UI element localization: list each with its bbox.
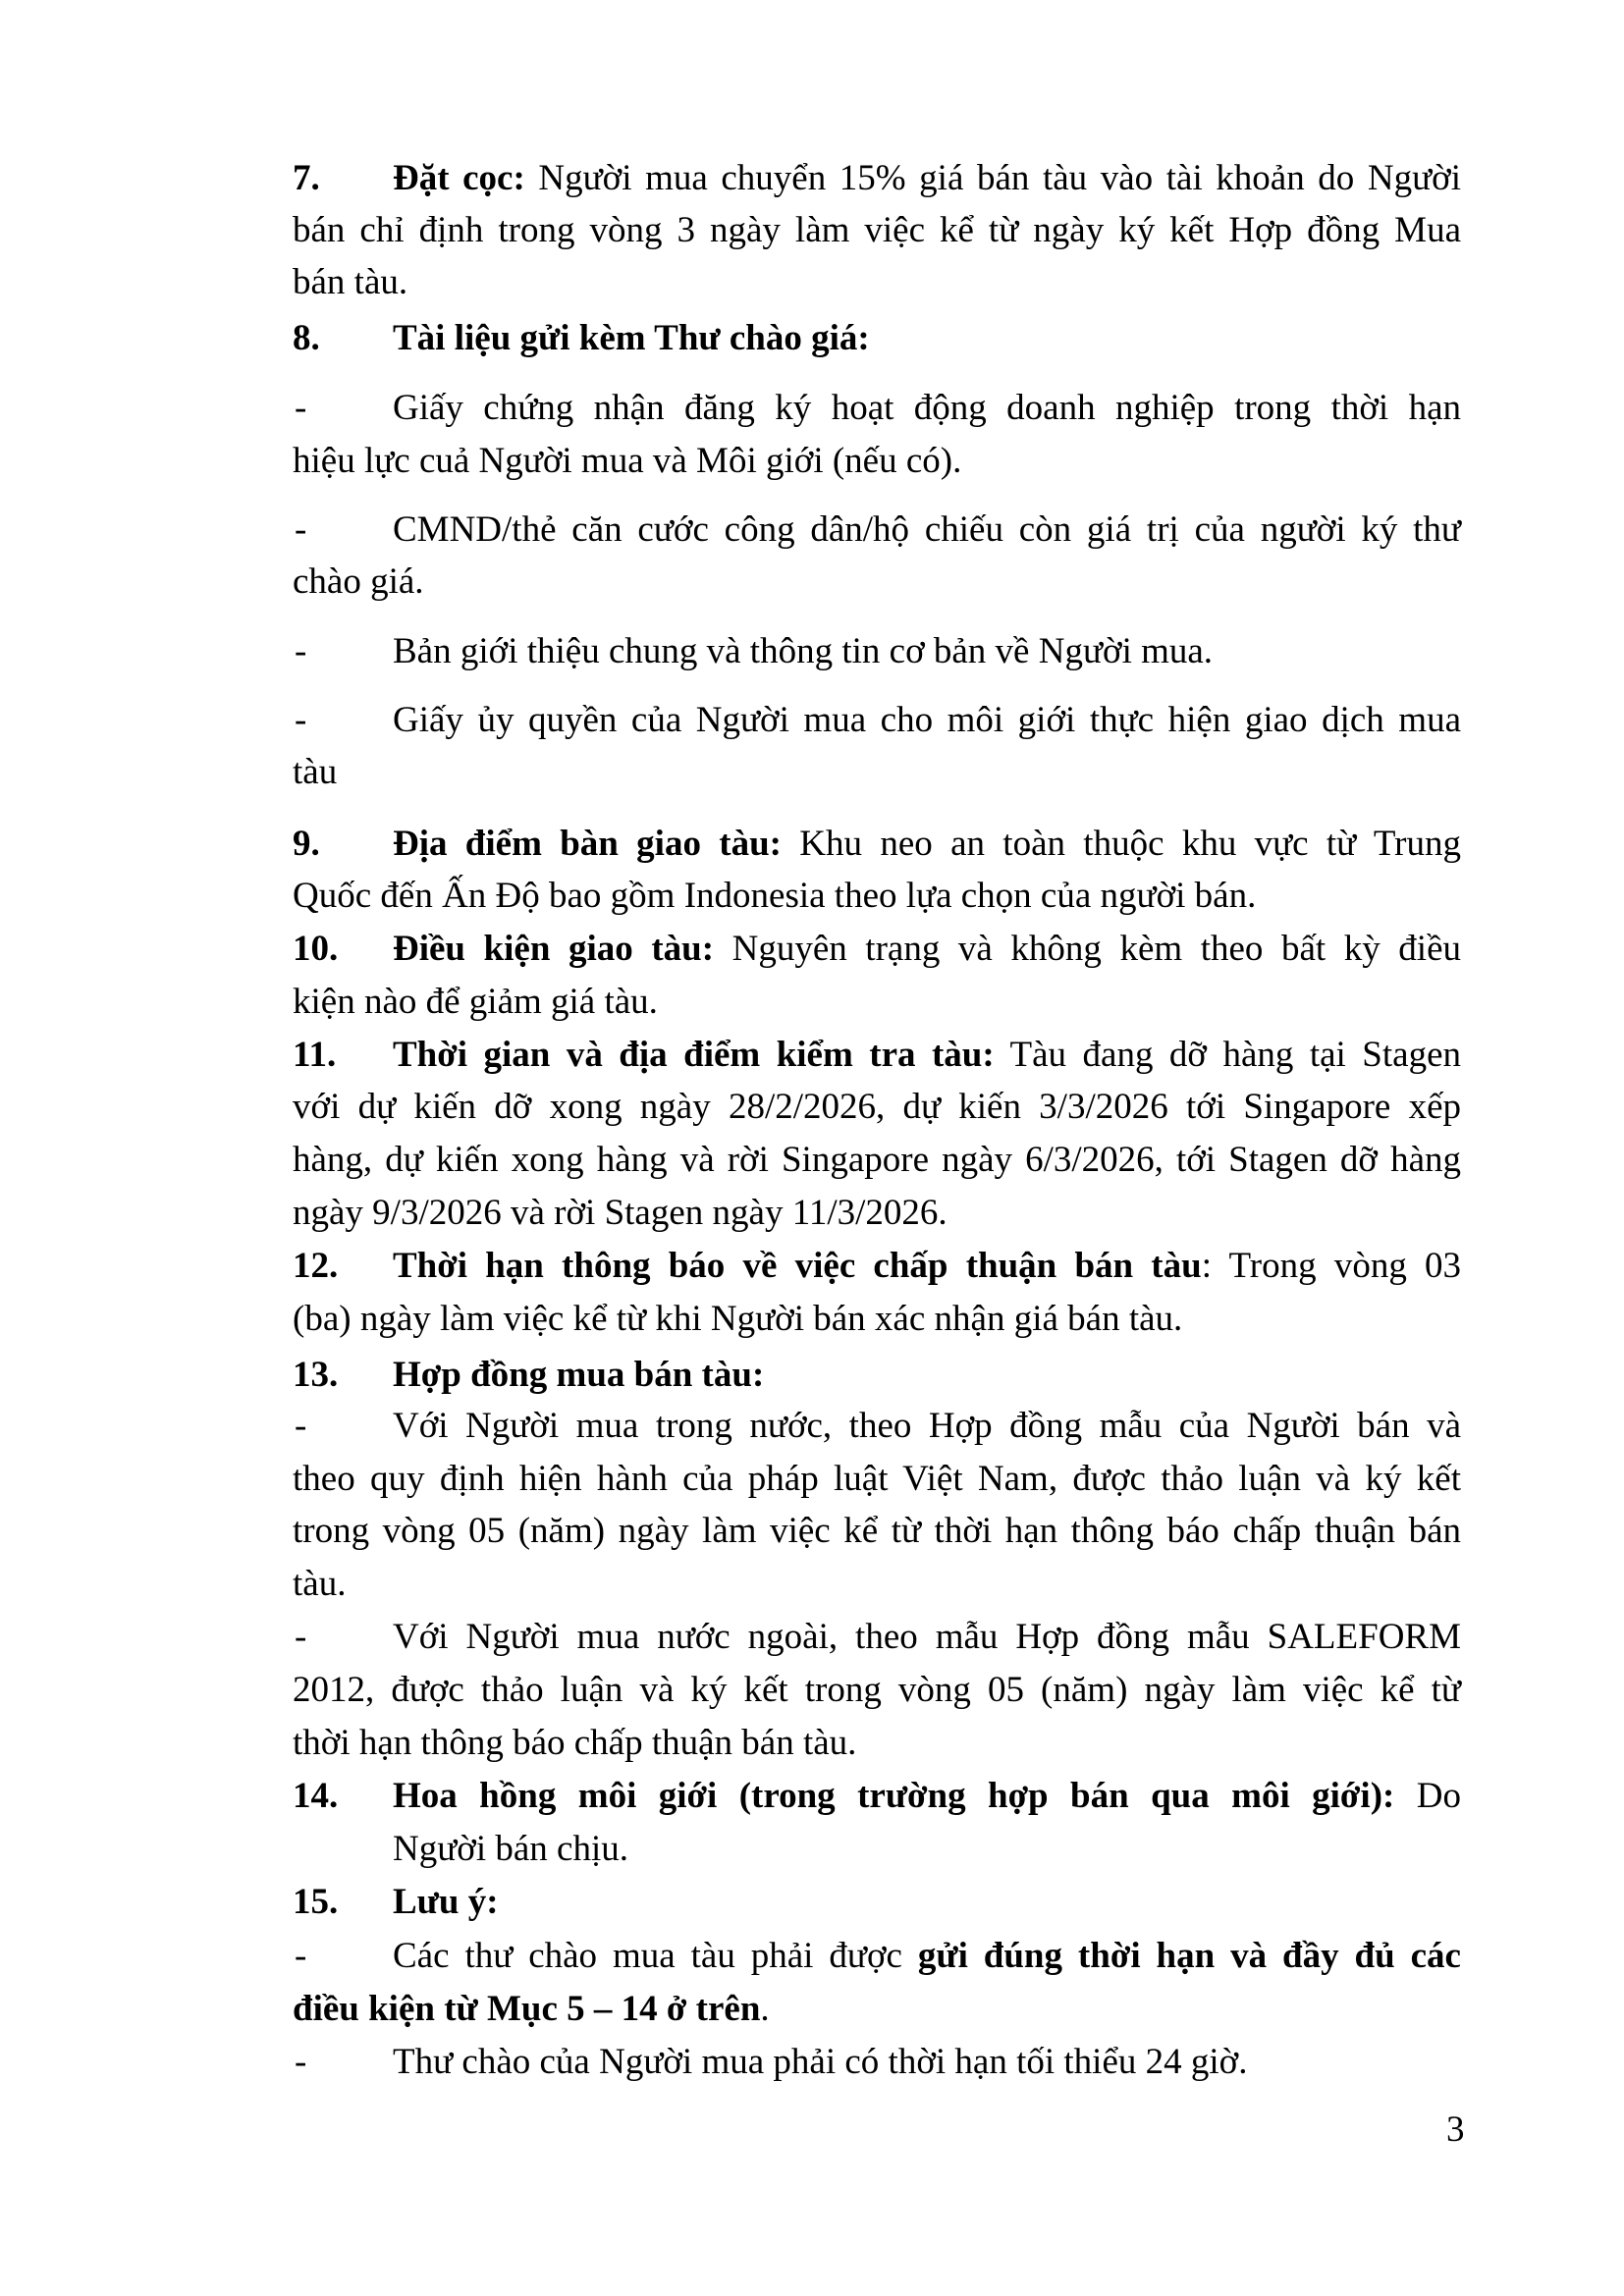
item-7-line-2: bán chỉ định trong vòng 3 ngày làm việc kể từ ngày ký kết Hợp đồng Mua [293, 210, 1461, 250]
bullet-line: Bản giới thiệu chung và thông tin cơ bản về Người mua. [393, 631, 1214, 671]
item-9-line-1: Địa điểm bàn giao tàu: Khu neo an toàn thuộc khu vực từ Trung [393, 824, 1462, 864]
bullet-dash: - [295, 700, 307, 740]
item-10-line-1: Điều kiện giao tàu: Nguyên trạng và không kèm theo bất kỳ điều [393, 929, 1461, 969]
bullet-line: Giấy chứng nhận đăng ký hoạt động doanh nghiệp trong thời hạn [393, 388, 1461, 428]
item-14-line-1: Hoa hồng môi giới (trong trường hợp bán qua môi giới): Do [393, 1776, 1461, 1816]
bullet-line: Giấy ủy quyền của Người mua cho môi giới thực hiện giao dịch mua [393, 700, 1461, 740]
bullet-line: chào giá. [293, 561, 424, 602]
bullet-line: Với Người mua nước ngoài, theo mẫu Hợp đồng mẫu SALEFORM [393, 1617, 1461, 1657]
emphasis: điều kiện từ Mục 5 – 14 ở trên [293, 1989, 761, 2029]
item-7-line-1: Đặt cọc: Người mua chuyển 15% giá bán tàu vào tài khoản do Người [393, 158, 1461, 198]
item-10-line-2: kiện nào để giảm giá tàu. [293, 982, 658, 1022]
bullet-line: trong vòng 05 (năm) ngày làm việc kể từ thời hạn thông báo chấp thuận bán [293, 1511, 1461, 1551]
item-11-line-4: ngày 9/3/2026 và rời Stagen ngày 11/3/2026. [293, 1193, 947, 1233]
bullet-dash: - [295, 509, 307, 550]
item-11-line-3: hàng, dự kiến xong hàng và rời Singapore ngày 6/3/2026, tới Stagen dỡ hàng [293, 1140, 1461, 1180]
item-11-line-1: Thời gian và địa điểm kiểm tra tàu: Tàu đang dỡ hàng tại Stagen [393, 1035, 1462, 1075]
item-title: Lưu ý: [393, 1882, 499, 1922]
bullet-line: Với Người mua trong nước, theo Hợp đồng mẫu của Người bán và [393, 1406, 1461, 1446]
bullet-line: Thư chào của Người mua phải có thời hạn tối thiểu 24 giờ. [393, 2042, 1248, 2082]
item-9-line-2: Quốc đến Ấn Độ bao gồm Indonesia theo lựa chọn của người bán. [293, 876, 1257, 916]
item-12-line-2: (ba) ngày làm việc kể từ khi Người bán xác nhận giá bán tàu. [293, 1299, 1183, 1339]
item-title: Hoa hồng môi giới (trong trường hợp bán qua môi giới): [393, 1776, 1395, 1816]
bullet-line: thời hạn thông báo chấp thuận bán tàu. [293, 1723, 857, 1763]
bullet-line: CMND/thẻ căn cước công dân/hộ chiếu còn giá trị của người ký thư [393, 509, 1461, 550]
item-number: 12. [293, 1246, 339, 1286]
item-title: Đặt cọc: [393, 158, 525, 198]
item-number: 11. [293, 1035, 337, 1075]
bullet-line: hiệu lực cuả Người mua và Môi giới (nếu có). [293, 441, 962, 481]
item-7-line-3: bán tàu. [293, 262, 408, 302]
item-12-line-1: Thời hạn thông báo về việc chấp thuận bán tàu: Trong vòng 03 [393, 1246, 1462, 1286]
bullet-dash: - [295, 388, 307, 428]
bullet-dash: - [295, 1936, 307, 1976]
item-number: 14. [293, 1776, 339, 1816]
bullet-dash: - [295, 2042, 307, 2082]
item-title: Thời gian và địa điểm kiểm tra tàu: [393, 1035, 995, 1075]
item-title: Hợp đồng mua bán tàu: [393, 1355, 765, 1395]
item-title: Thời hạn thông báo về việc chấp thuận bán tàu [393, 1246, 1202, 1286]
item-number: 13. [293, 1355, 339, 1395]
page-number: 3 [1446, 2109, 1465, 2150]
item-number: 9. [293, 824, 320, 864]
bullet-dash: - [295, 631, 307, 671]
item-title: Điều kiện giao tàu: [393, 929, 715, 969]
bullet-line: điều kiện từ Mục 5 – 14 ở trên. [293, 1989, 770, 2029]
item-number: 10. [293, 929, 339, 969]
item-11-line-2: với dự kiến dỡ xong ngày 28/2/2026, dự kiến 3/3/2026 tới Singapore xếp [293, 1087, 1461, 1127]
bullet-line: tàu. [293, 1564, 347, 1604]
item-title: Địa điểm bàn giao tàu: [393, 824, 782, 864]
bullet-line: theo quy định hiện hành của pháp luật Việt Nam, được thảo luận và ký kết [293, 1459, 1461, 1499]
item-14-line-2: Người bán chịu. [393, 1829, 628, 1869]
bullet-line: Các thư chào mua tàu phải được gửi đúng thời hạn và đầy đủ các [393, 1936, 1461, 1976]
bullet-dash: - [295, 1617, 307, 1657]
item-number: 8. [293, 318, 320, 358]
bullet-line: 2012, được thảo luận và ký kết trong vòng 05 (năm) ngày làm việc kể từ [293, 1670, 1461, 1710]
item-number: 7. [293, 158, 320, 198]
item-title: Tài liệu gửi kèm Thư chào giá: [393, 318, 870, 358]
emphasis: gửi đúng thời hạn và đầy đủ các [917, 1936, 1461, 1976]
bullet-dash: - [295, 1406, 307, 1446]
item-number: 15. [293, 1882, 339, 1922]
bullet-line: tàu [293, 752, 338, 792]
